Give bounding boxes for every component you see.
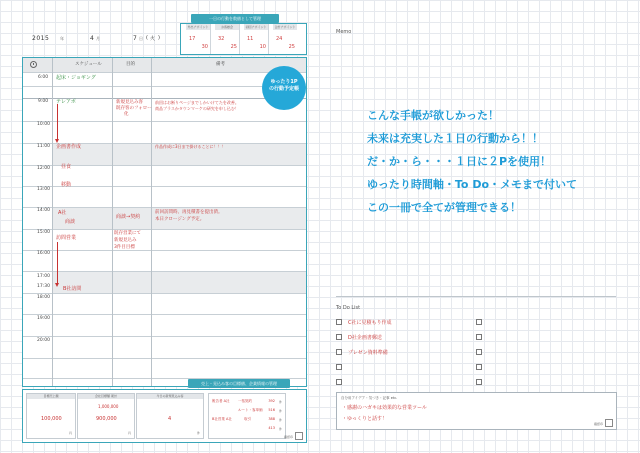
summary-value: 17	[189, 36, 196, 42]
row-divider	[23, 121, 306, 122]
summary-col-head: 外出アポイント	[187, 25, 209, 29]
date-weekday: 火	[150, 36, 156, 42]
date-month: 4	[90, 35, 95, 42]
schedule-entry: 訪問営業	[56, 235, 77, 241]
hour-label: 16:00	[37, 251, 50, 256]
mini-row-sub: ルート・客単価	[238, 408, 263, 412]
summary-col-head: お客様会	[215, 24, 239, 30]
mini-row-num: 388	[268, 417, 275, 421]
summary-box	[180, 23, 307, 55]
summary-value: 25	[230, 44, 237, 50]
todo-checkbox[interactable]	[336, 349, 342, 355]
todo-checkbox[interactable]	[336, 334, 342, 340]
remark-entry: 前回訪問時、再見積書を提出済。	[155, 210, 223, 215]
todo-divider	[336, 296, 616, 297]
schedule-entry: 昼食	[61, 164, 72, 170]
hour-label: 17:00	[37, 274, 50, 279]
row-divider	[23, 229, 306, 230]
promo-line: こんな手帳が欲しかった！	[367, 109, 499, 122]
schedule-entry: 起床・ジョギング	[56, 75, 96, 81]
todo-checkbox[interactable]	[476, 379, 482, 385]
check-stamp-label: 確認印	[283, 435, 293, 439]
date-day-unit: 日	[139, 36, 144, 41]
date-year-unit: 年	[60, 36, 65, 41]
summary-value: 10	[259, 44, 266, 50]
mini-row-label: 報告者 A社	[212, 399, 230, 403]
row-divider	[23, 314, 306, 315]
memo-box-caption: 自分用アイデア・気づき・記事 etc.	[341, 396, 398, 400]
mini-row-num: 516	[268, 408, 275, 412]
summary-tag: 一日の行動を数値として管理	[191, 14, 279, 23]
date-year: 2015	[32, 35, 50, 42]
todo-checkbox[interactable]	[476, 334, 482, 340]
date-day: 7	[133, 35, 138, 42]
promo-line: 未来は充実した１日の行動から！！	[367, 132, 543, 145]
arrow-line	[57, 104, 58, 140]
todo-checkbox[interactable]	[336, 379, 342, 385]
hour-label: 19:00	[37, 316, 50, 321]
band	[52, 271, 306, 293]
todo-checkbox[interactable]	[476, 349, 482, 355]
summary-col	[215, 24, 240, 54]
purpose-entry: 既存営業にて	[114, 231, 141, 236]
arrow-line	[57, 242, 58, 284]
summary-value: 11	[247, 36, 254, 42]
cell-value: 4	[168, 416, 172, 422]
summary-col	[244, 24, 269, 54]
memo-stamp-box[interactable]	[605, 419, 613, 427]
memo-label: Memo	[336, 29, 352, 35]
hour-label: 12:00	[37, 166, 50, 171]
promo-line: この一冊で全てが管理できる！	[367, 201, 521, 214]
todo-checkbox[interactable]	[336, 319, 342, 325]
remark-entry: 本日クロージング予定。	[155, 217, 205, 222]
mini-row-label: B社営業 A社	[212, 417, 232, 421]
cell-value: 100,000	[41, 416, 62, 422]
memo-stamp-label: 確認印	[593, 422, 603, 426]
summary-value: 25	[288, 44, 295, 50]
schedule-entry: 移動	[61, 182, 72, 188]
mini-row-sub: 取引	[244, 417, 251, 421]
date-weekday-close: )	[158, 35, 161, 41]
mini-row-unit: 件	[278, 400, 282, 404]
memo-box	[336, 392, 617, 430]
cell-value: 900,000	[96, 416, 117, 422]
schedule-entry: 商談	[65, 219, 76, 225]
arrow-down-icon	[55, 139, 59, 143]
summary-value: 30	[201, 44, 208, 50]
todo-item: D社企画書郵送	[348, 335, 382, 341]
row-divider	[23, 250, 306, 251]
row-divider	[23, 336, 306, 337]
badge-line: ゆったり1P	[270, 79, 298, 85]
feature-badge	[262, 66, 306, 110]
remark-entry: 作品作成に3日まで掛けることに！！！	[155, 144, 226, 149]
schedule-entry: B社訪問	[63, 286, 82, 292]
mini-row-sub: 一括契約	[238, 399, 252, 403]
mini-row-num: 413	[268, 426, 275, 430]
schedule-column-header: スケジュール	[75, 62, 102, 67]
cell-unit: 円	[127, 431, 131, 435]
column-divider	[112, 58, 113, 386]
hour-label: 17:30	[37, 284, 50, 289]
schedule-entry: テレアポ	[56, 99, 76, 105]
date-month-unit: 月	[96, 36, 101, 41]
summary-value: 24	[276, 36, 283, 42]
todo-list-label: To Do List	[336, 305, 361, 311]
row-divider	[23, 72, 306, 73]
summary-col-head: 初回アポイント	[245, 25, 267, 29]
row-divider	[23, 358, 306, 359]
todo-item: C社に見積もり作成	[348, 320, 392, 326]
hour-label: 9:00	[38, 99, 49, 104]
purpose-entry: 新規見込み	[114, 238, 137, 243]
row-divider	[23, 271, 306, 272]
row-divider	[23, 293, 306, 294]
todo-item: プレゼン資料準備	[348, 350, 388, 356]
cell-unit: 円	[68, 431, 72, 435]
mini-row-unit: 件	[278, 427, 282, 431]
hour-label: 6:00	[38, 75, 49, 80]
target-sales-cell	[26, 393, 76, 439]
purpose-entry: 3件目目標	[114, 245, 135, 250]
hour-label: 15:00	[37, 230, 50, 235]
mini-row-unit: 件	[278, 418, 282, 422]
memo-item: ・ゆっくりと話す！	[342, 416, 387, 422]
hour-label: 14:00	[37, 208, 50, 213]
todo-checkbox[interactable]	[476, 319, 482, 325]
todo-checkbox[interactable]	[336, 364, 342, 370]
badge-line: の行動予定帳	[268, 86, 299, 92]
remark-entry: 商品プラスかタウンマーケの研究を申し込む！	[155, 106, 239, 111]
schedule-table	[22, 57, 307, 387]
memo-item: ・感謝のハガキは効果的な営業ツール	[342, 405, 427, 411]
schedule-entry: 企画書作成	[56, 144, 82, 150]
purpose-entry: 商談→契約	[116, 214, 141, 220]
hour-label: 10:00	[37, 122, 50, 127]
bottom-box	[22, 389, 307, 443]
bottom-tag: 売上・見込み客の目標値、企業情報の管理	[188, 379, 290, 388]
hour-label: 18:00	[37, 295, 50, 300]
summary-col	[273, 24, 297, 54]
purpose-entry: 新規見込み客	[116, 100, 143, 105]
arrow-down-icon	[55, 283, 59, 287]
hour-label: 20:00	[37, 338, 50, 343]
mini-row-num: 392	[268, 399, 275, 403]
clock-icon	[30, 61, 37, 68]
cell-extra: 1,000,000	[98, 404, 119, 409]
purpose-entry: 化	[124, 112, 129, 117]
purpose-column-header: 目的	[126, 62, 135, 67]
new-prospects-cell	[136, 393, 204, 439]
cell-unit: 件	[196, 431, 200, 435]
purpose-entry: 既存客のフォロー	[116, 106, 152, 111]
company-info-cell	[208, 393, 286, 439]
cumulative-cell	[77, 393, 135, 439]
schedule-entry: A社	[58, 210, 67, 216]
todo-checkbox[interactable]	[476, 364, 482, 370]
hour-label: 11:00	[37, 144, 50, 149]
hour-label: 13:00	[37, 187, 50, 192]
cell-head: 今日の新規見込み客	[137, 394, 203, 399]
row-divider	[23, 207, 306, 208]
cell-head: 目標売上額	[27, 394, 75, 399]
promo-line: ゆったり時間軸・To Do・メモまで付いて	[367, 178, 578, 191]
cell-head: 会社目標額 累計	[78, 394, 134, 399]
promo-line: だ・か・ら・・・１日に２Pを使用！	[367, 155, 552, 168]
remarks-column-header: 備考	[216, 62, 225, 67]
schedule-header-row	[23, 58, 306, 73]
summary-col	[186, 24, 211, 54]
summary-col-head: 合計アポイント	[274, 25, 296, 29]
column-divider	[52, 58, 53, 386]
summary-value: 32	[218, 36, 225, 42]
remark-entry: 前回はお断りページまでしかいけてたを改善。	[155, 100, 239, 105]
date-weekday-open: (	[146, 35, 149, 41]
mini-row-unit: 件	[278, 409, 282, 413]
check-stamp-box[interactable]	[295, 432, 303, 440]
